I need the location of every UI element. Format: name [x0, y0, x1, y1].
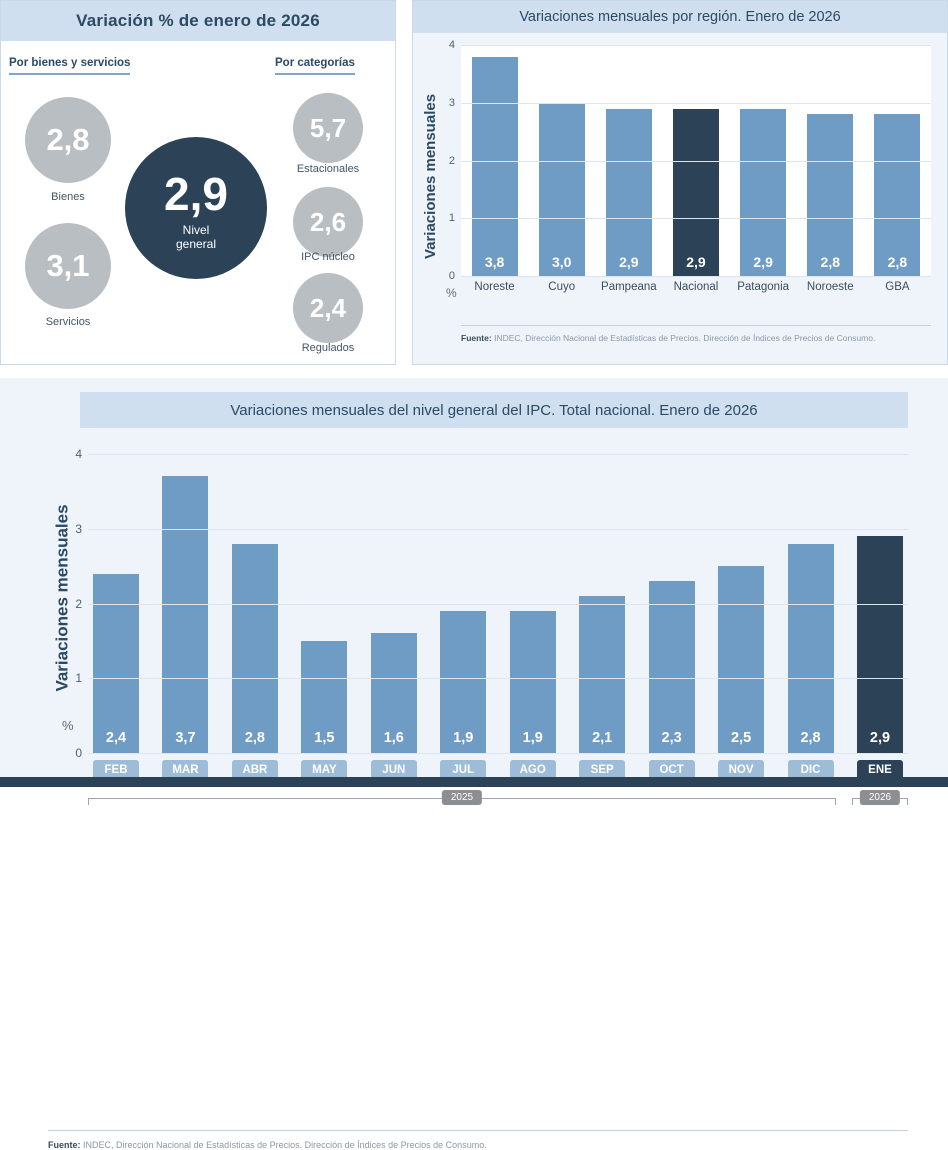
bubble-bienes: [25, 97, 111, 183]
bar-jun: [371, 633, 417, 753]
year-band-2025: [88, 794, 836, 812]
panel-serie-mensual: [0, 378, 948, 1150]
bar-value-label: 2,5: [730, 730, 752, 746]
bar-gba: [874, 114, 920, 276]
x-tick-label: Nacional: [673, 281, 719, 293]
month-chip-jul: JUL: [440, 760, 486, 780]
y-tick-label: 1: [75, 671, 82, 686]
bar-value-label: 3,0: [551, 254, 572, 270]
bubble-ipc-nucleo-value: 2,6: [309, 206, 347, 237]
panel-b-divider: [461, 325, 931, 326]
bar-value-label: 2,4: [105, 730, 127, 746]
bar-value-label: 1,5: [314, 730, 335, 746]
panel-b-plot-area: [448, 39, 931, 282]
month-chip-oct: OCT: [649, 760, 695, 780]
subtitle-categorias: Por categorías: [275, 57, 355, 75]
bubble-nivel-general: [125, 137, 267, 279]
year-band-2026-tick-right: [907, 798, 908, 805]
year-band-2026-tick-left: [852, 798, 853, 805]
y-tick-label: 1: [448, 212, 455, 225]
grid-line: [448, 96, 931, 109]
x-tick-label: Noroeste: [806, 281, 854, 293]
bar-value-label: 2,8: [887, 254, 908, 270]
bar-value-label: 3,7: [175, 730, 196, 746]
bar-value-label: 2,9: [686, 254, 706, 270]
subtitle-bienes-servicios: Por bienes y servicios: [9, 57, 130, 75]
bar-oct: [649, 581, 695, 753]
bar-value-label: 2,8: [800, 730, 821, 746]
panel-c-source: [48, 1140, 487, 1150]
month-chip-ene: ENE: [857, 760, 903, 780]
bar-may: [301, 641, 347, 753]
bubble-estacionales: [293, 93, 363, 163]
panel-a-header: [1, 1, 395, 41]
year-band-2025-tick-left: [88, 798, 89, 805]
month-chip-may: MAY: [301, 760, 347, 780]
month-chip-abr: ABR: [232, 760, 278, 780]
month-chip-mar: MAR: [162, 760, 208, 780]
bar-cuyo: [539, 103, 585, 276]
grid-line: [75, 746, 908, 760]
month-chip-jun: JUN: [371, 760, 417, 780]
month-chip-feb: FEB: [93, 760, 139, 780]
year-band-2026: [852, 794, 908, 812]
panel-b-source-text: INDEC, Dirección Nacional de Estadísticas de Precios. Dirección de Índices de Precios de Consumo.: [494, 333, 876, 343]
bar-value-label: 2,1: [592, 730, 613, 746]
year-label-2026: 2026: [860, 790, 900, 805]
year-band-2025-tick-right: [835, 798, 836, 805]
bar-value-label: 2,9: [619, 254, 639, 270]
month-chip-sep: SEP: [579, 760, 625, 780]
panel-c-header: [80, 392, 908, 428]
grid-line: [448, 39, 931, 51]
bar-patagonia: [740, 109, 786, 276]
bubble-ipc-nucleo-label: IPC núcleo: [301, 251, 355, 263]
panel-b-percent-symbol: %: [446, 286, 457, 300]
panel-c-divider: [48, 1130, 908, 1131]
panel-a-title: Variación % de enero de 2026: [76, 11, 320, 30]
bubble-servicios-label: Servicios: [45, 316, 91, 328]
month-chip-nov: NOV: [718, 760, 764, 780]
bubble-regulados-value: 2,4: [309, 292, 347, 323]
bubble-regulados: [293, 273, 363, 343]
bar-mar: [162, 476, 208, 753]
bubble-bienes-value: 2,8: [46, 122, 90, 157]
panel-c-y-axis-label: [48, 448, 78, 748]
y-tick-label: 2: [448, 154, 455, 167]
y-tick-label: 3: [448, 96, 455, 109]
year-label-2025: 2025: [442, 790, 482, 805]
panel-c-y-axis-label-text: Variaciones mensuales: [53, 504, 73, 692]
bubble-nivel-general-value: 2,9: [164, 168, 228, 220]
bar-ago: [510, 611, 556, 753]
bar-value-label: 2,9: [753, 254, 773, 270]
footer-bar: [0, 777, 948, 787]
panel-regiones: [412, 0, 948, 365]
bar-noroeste: [807, 114, 853, 276]
panel-b-title: Variaciones mensuales por región. Enero de 2026: [519, 9, 841, 25]
y-tick-label: 3: [75, 521, 82, 536]
bar-sep: [579, 596, 625, 753]
y-tick-label: 0: [75, 746, 82, 760]
panel-b-x-tick-labels: [461, 281, 931, 293]
bar-ene: [857, 536, 903, 753]
bar-value-label: 1,9: [522, 730, 543, 746]
x-tick-label: Pampeana: [601, 281, 657, 293]
bubble-estacionales-label: Estacionales: [296, 163, 360, 175]
grid-line: [448, 270, 931, 282]
grid-line: [448, 154, 931, 167]
bar-noreste: [472, 57, 518, 276]
panel-c-source-prefix: Fuente:: [48, 1140, 81, 1150]
x-tick-label: GBA: [885, 281, 910, 293]
panel-c-percent-symbol: %: [62, 718, 74, 733]
bubble-servicios-value: 3,1: [46, 248, 90, 283]
grid-line: [75, 447, 908, 461]
bubble-nivel-general-label-2: general: [175, 237, 217, 251]
panel-a-subtitles: [1, 57, 395, 83]
y-tick-label: 2: [75, 596, 82, 611]
panel-c-source-text: INDEC, Dirección Nacional de Estadísticas de Precios. Dirección de Índices de Precios de Consumo.: [83, 1140, 487, 1150]
bar-dic: [788, 544, 834, 753]
bubble-estacionales-value: 5,7: [309, 112, 347, 143]
bar-abr: [232, 544, 278, 753]
bar-value-label: 3,8: [484, 254, 505, 270]
panel-c-plot-area: [75, 447, 908, 760]
panel-b-header: [413, 1, 947, 33]
x-tick-label: Noreste: [474, 281, 515, 293]
bubble-bienes-label: Bienes: [51, 191, 85, 203]
panel-variacion-porcentual: [0, 0, 396, 365]
bar-value-label: 2,8: [820, 254, 840, 270]
panel-b-y-axis-label: [419, 41, 443, 311]
bubble-regulados-label: Regulados: [301, 342, 355, 354]
grid-line: [448, 212, 931, 225]
y-tick-label: 4: [75, 447, 82, 461]
y-tick-label: 4: [448, 39, 455, 51]
bar-jul: [440, 611, 486, 753]
y-tick-label: 0: [448, 270, 455, 282]
bubble-ipc-nucleo: [293, 187, 363, 257]
bar-value-label: 1,6: [383, 730, 404, 746]
grid-line: [75, 596, 908, 611]
panel-c-title: Variaciones mensuales del nivel general del IPC. Total nacional. Enero de 2026: [230, 401, 758, 419]
x-tick-label: Cuyo: [548, 281, 576, 293]
month-chip-dic: DIC: [788, 760, 834, 780]
bar-value-label: 2,9: [869, 730, 891, 746]
bar-nov: [718, 566, 764, 753]
bar-value-label: 1,9: [453, 730, 474, 746]
bar-value-label: 2,8: [244, 730, 265, 746]
month-chip-ago: AGO: [510, 760, 556, 780]
panel-b-y-axis-label-text: Variaciones mensuales: [422, 93, 440, 259]
panel-b-source: [461, 333, 875, 343]
bar-pampeana: [606, 109, 652, 276]
bar-nacional: [673, 109, 719, 276]
bar-value-label: 2,3: [661, 730, 682, 746]
x-tick-label: Patagonia: [737, 281, 790, 293]
grid-line: [75, 521, 908, 536]
grid-line: [75, 671, 908, 686]
panel-c-plot-wrapper: [75, 447, 908, 1058]
bubble-nivel-general-label-1: Nivel: [182, 223, 210, 237]
bar-feb: [93, 574, 139, 753]
bubble-servicios: [25, 223, 111, 309]
panel-b-source-prefix: Fuente:: [461, 333, 492, 343]
